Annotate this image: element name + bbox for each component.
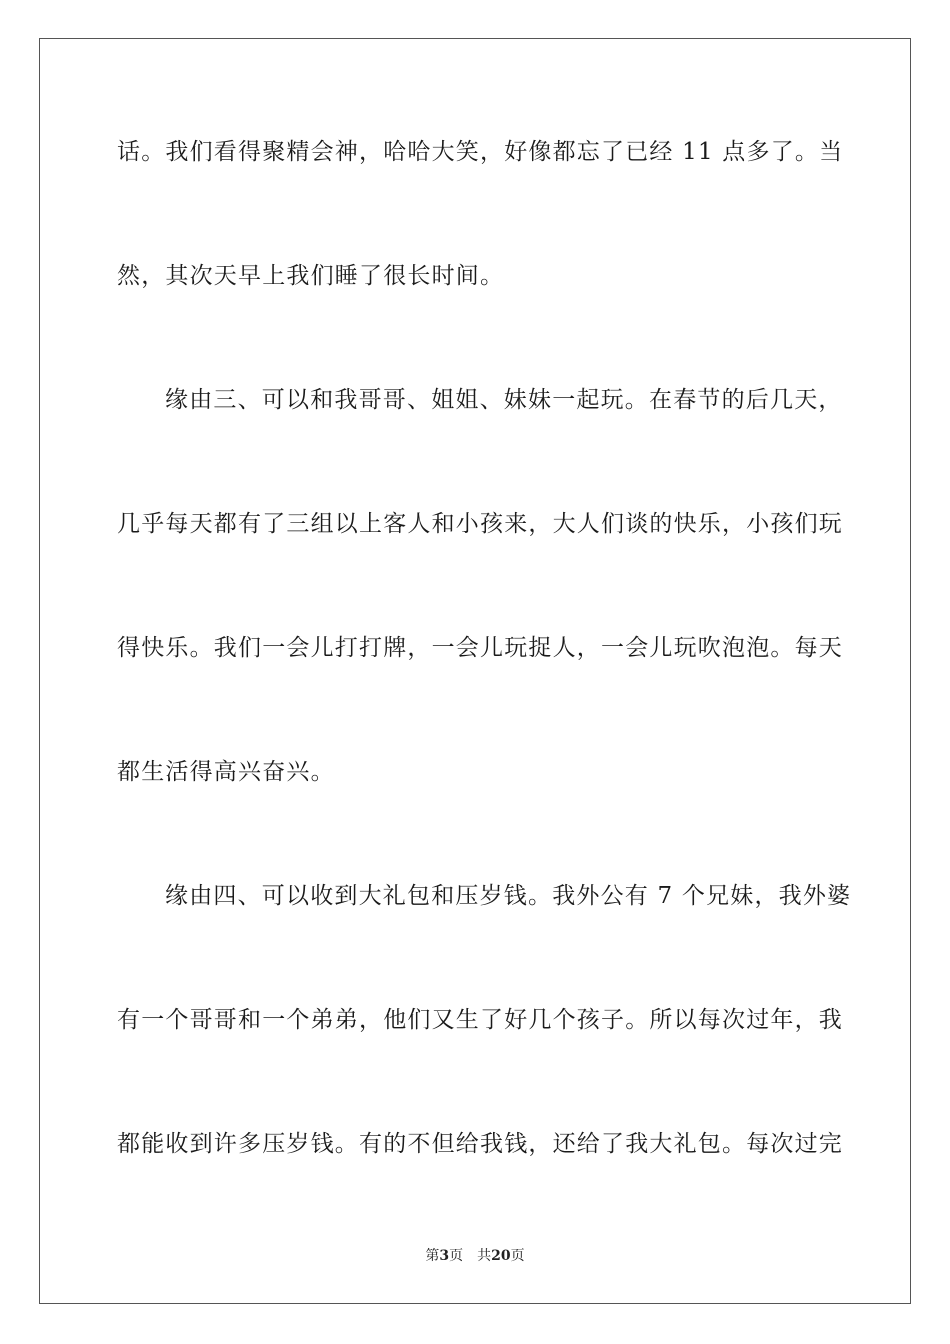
total-prefix: 共	[477, 1248, 492, 1264]
total-suffix: 页	[510, 1248, 525, 1264]
page-prefix: 第	[425, 1248, 440, 1264]
total-pages: 20	[491, 1248, 511, 1264]
page-number: 3	[439, 1248, 450, 1264]
page-frame	[39, 38, 911, 1304]
paragraph-start-line: 缘由三、可以和我哥哥、姐姐、妹妹一起玩。在春节的后几天，	[165, 387, 843, 413]
text-line: 有一个哥哥和一个弟弟，他们又生了好几个孩子。所以每次过年，我	[117, 1007, 843, 1033]
text-line: 几乎每天都有了三组以上客人和小孩来，大人们谈的快乐，小孩们玩	[117, 511, 843, 537]
text-line: 都生活得高兴奋兴。	[117, 759, 335, 785]
page-footer	[0, 1247, 950, 1265]
paragraph-start-line: 缘由四、可以收到大礼包和压岁钱。我外公有 7 个兄妹，我外婆	[165, 883, 852, 909]
text-line: 都能收到许多压岁钱。有的不但给我钱，还给了我大礼包。每次过完	[117, 1131, 843, 1157]
text-line: 然，其次天早上我们睡了很长时间。	[117, 263, 505, 289]
text-line: 得快乐。我们一会儿打打牌，一会儿玩捉人，一会儿玩吹泡泡。每天	[117, 635, 843, 661]
page-suffix: 页	[449, 1248, 464, 1264]
text-line: 话。我们看得聚精会神，哈哈大笑，好像都忘了已经 11 点多了。当	[117, 139, 844, 165]
